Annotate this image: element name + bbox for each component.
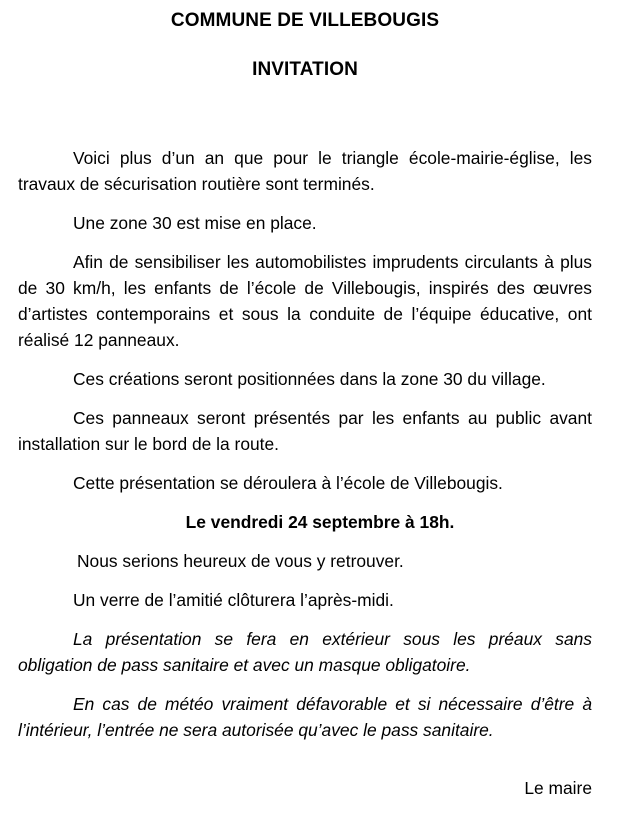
paragraph-welcome: Nous serions heureux de vous y retrouver. — [77, 551, 404, 571]
paragraph-creations: Ces créations seront positionnées dans la zone 30 du village. — [73, 369, 546, 389]
paragraph-intro: Voici plus d’un an que pour le triangle école-mairie-église, les travaux de sécurisation routière sont terminés. — [18, 148, 592, 194]
paragraph-reception: Un verre de l’amitié clôturera l’après-midi. — [73, 590, 394, 610]
paragraph-zone-30: Une zone 30 est mise en place. — [73, 213, 317, 233]
paragraph-location: Cette présentation se déroulera à l’école de Villebougis. — [73, 473, 503, 493]
paragraph-sanitary-outdoor: La présentation se fera en extérieur sous les préaux sans obligation de pass sanitaire et avec un masque obligatoire. — [18, 629, 592, 675]
signature: Le maire — [524, 778, 592, 798]
paragraph-sanitary-indoor: En cas de météo vraiment défavorable et si nécessaire d’être à l’intérieur, l’entrée ne sera autorisée qu’avec le pass sanitaire. — [18, 694, 592, 740]
invitation-body — [18, 145, 592, 756]
invitation-title: INVITATION — [252, 59, 358, 80]
paragraph-presentation-public: Ces panneaux seront présentés par les enfants au public avant installation sur le bord de la route. — [18, 408, 592, 454]
event-date: Le vendredi 24 septembre à 18h. — [185, 512, 455, 532]
paragraph-awareness: Afin de sensibiliser les automobilistes imprudents circulants à plus de 30 km/h, les enfants de l’école de Villebougis, inspirés des œuvres d’artistes contemporains et sous la conduite de l’équipe éducative, ont réalisé 12 panneaux. — [18, 252, 592, 350]
commune-heading: COMMUNE DE VILLEBOUGIS — [170, 10, 440, 31]
